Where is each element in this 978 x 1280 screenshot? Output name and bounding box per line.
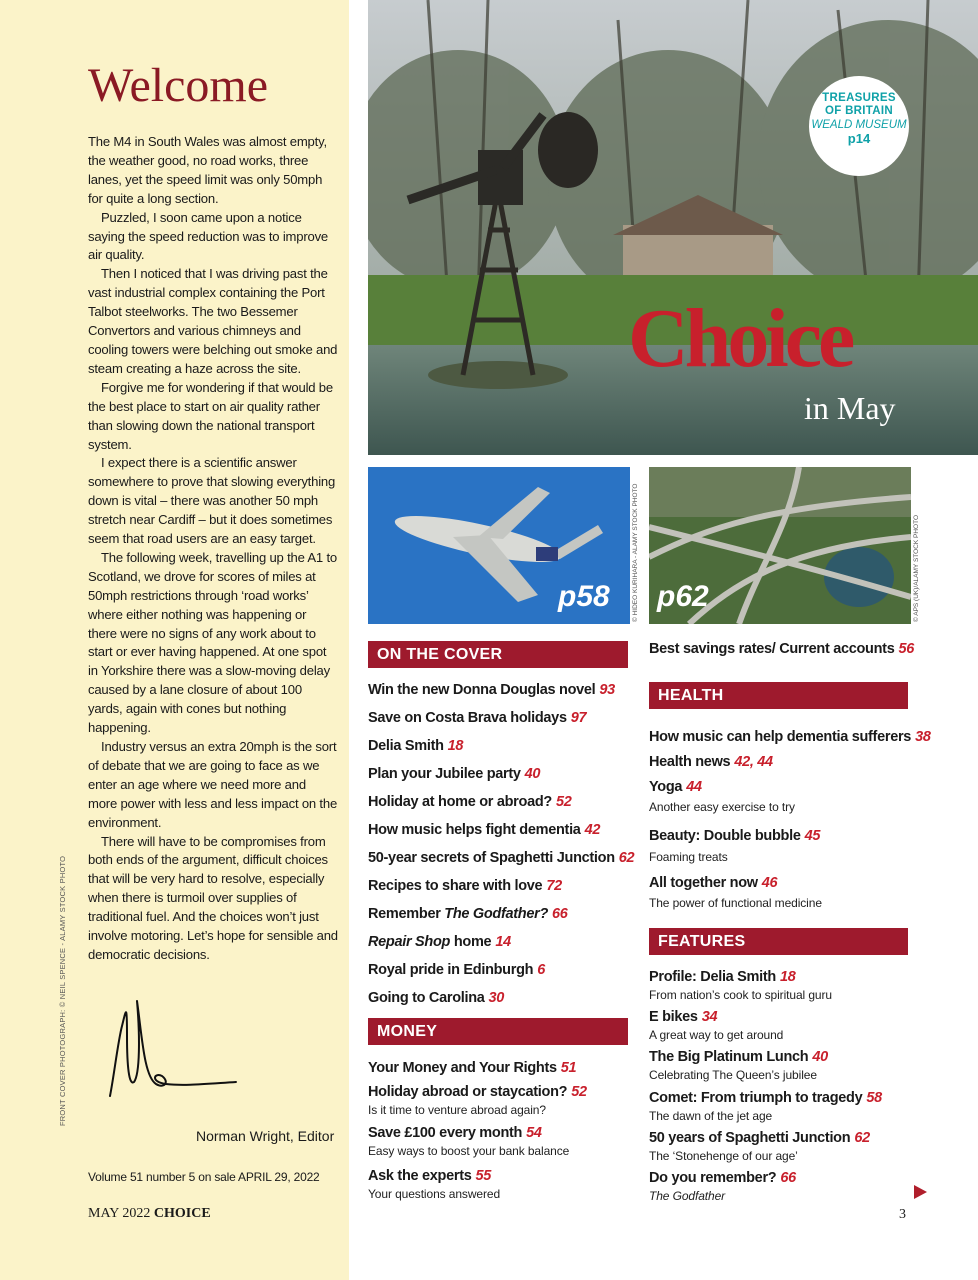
- item-page: 38: [915, 729, 931, 745]
- welcome-paragraph: Then I noticed that I was driving past the vast industrial complex containing the Port Talbot steelworks. The two Bessemer Convertors and various chimneys and cooling towers were belching out smoke and steam creating a haze across the site.: [88, 266, 338, 376]
- thumb-credit: © HIDEO KURIHARA - ALAMY STOCK PHOTO: [632, 483, 639, 622]
- in-may-tagline: in May: [804, 390, 896, 426]
- item-title: Royal pride in Edinburgh: [368, 962, 534, 978]
- item-title: Remember: [368, 906, 445, 922]
- item-subtitle: Celebrating The Queen’s jubilee: [649, 1068, 817, 1082]
- cover-item[interactable]: [368, 990, 504, 1006]
- item-title-italic: The Godfather?: [444, 906, 549, 922]
- item-page: 51: [560, 1060, 577, 1076]
- item-subtitle: Your questions answered: [368, 1187, 501, 1201]
- money-item[interactable]: [368, 1168, 491, 1184]
- item-page: 18: [447, 738, 464, 754]
- item-page: 18: [779, 969, 796, 985]
- badge-line: OF BRITAIN: [825, 105, 893, 117]
- item-subtitle: Is it time to venture abroad again?: [368, 1103, 546, 1117]
- cover-photo: [368, 0, 978, 455]
- item-page: 54: [526, 1125, 542, 1141]
- feature-item[interactable]: [649, 1090, 882, 1106]
- welcome-body: [88, 133, 338, 965]
- continue-arrow-icon[interactable]: [914, 1185, 927, 1199]
- cover-item[interactable]: [368, 850, 634, 866]
- cover-item[interactable]: [368, 878, 562, 894]
- cover-photo-credit: FRONT COVER PHOTOGRAPH: © NEIL SPENCE - ALAMY STOCK PHOTO: [58, 855, 67, 1126]
- cover-item[interactable]: [368, 766, 540, 782]
- item-title: Do you remember?: [649, 1170, 777, 1186]
- item-page: 97: [570, 710, 587, 726]
- section-header-money: MONEY: [368, 1018, 628, 1045]
- spaghetti-junction-thumbnail[interactable]: [649, 467, 911, 624]
- item-title: Profile: Delia Smith: [649, 969, 776, 985]
- issue-month: MAY 2022: [88, 1206, 151, 1221]
- money-item[interactable]: [368, 1125, 542, 1141]
- item-title: Delia Smith: [368, 738, 444, 754]
- item-page: 66: [552, 906, 568, 922]
- brand-name: CHOICE: [153, 1206, 211, 1221]
- item-title: How music helps fight dementia: [368, 822, 581, 838]
- item-page: 14: [495, 934, 511, 950]
- savings-item[interactable]: [649, 641, 914, 657]
- welcome-paragraph: Forgive me for wondering if that would be the best place to start on air quality rather than slowing down the national transport system.: [88, 379, 333, 452]
- cover-item[interactable]: [368, 934, 511, 950]
- welcome-paragraph: The following week, travelling up the A1 to Scotland, we drove for scores of miles at 50mph restrictions through ‘road works’ where either nothing was happening or there were no signs of any work about to start or ever having happened. At one spot in Yorkshire there was a slow-moving delay caused by a lane closure of about 100 yards, again with cones but nothing happening.: [88, 549, 337, 736]
- item-title: 50 years of Spaghetti Junction: [649, 1130, 851, 1146]
- item-subtitle: The dawn of the jet age: [649, 1109, 773, 1123]
- thumb-page-label: p58: [558, 580, 610, 613]
- item-page: 66: [780, 1170, 796, 1186]
- item-page: 62: [618, 850, 635, 866]
- item-title: home: [450, 934, 492, 950]
- item-title: Health news: [649, 754, 731, 770]
- item-title: Save on Costa Brava holidays: [368, 710, 567, 726]
- item-page: 30: [488, 990, 505, 1006]
- item-title: Yoga: [649, 779, 683, 795]
- section-header-features: FEATURES: [649, 928, 908, 955]
- cover-item[interactable]: [368, 906, 568, 922]
- item-title: 50-year secrets of Spaghetti Junction: [368, 850, 615, 866]
- item-page: 93: [599, 682, 615, 698]
- item-page: 46: [761, 875, 778, 891]
- item-title: Ask the experts: [368, 1168, 472, 1184]
- treasures-badge[interactable]: [809, 76, 909, 176]
- cover-item[interactable]: [368, 738, 463, 754]
- item-title: How music can help dementia sufferers: [649, 729, 912, 745]
- item-page: 56: [898, 641, 914, 657]
- badge-page: p14: [847, 131, 871, 146]
- item-title: Your Money and Your Rights: [368, 1060, 557, 1076]
- item-title: E bikes: [649, 1009, 698, 1025]
- item-title-italic: Repair Shop: [368, 934, 451, 950]
- welcome-paragraph: I expect there is a scientific answer somewhere to prove that slowing everything down is vital – there was another 50 mph stretch near Cardiff – but it does sometimes seem that road users are an easy target.: [88, 455, 336, 547]
- cover-item[interactable]: [368, 822, 600, 838]
- item-title: Recipes to share with love: [368, 878, 543, 894]
- folio-left: [88, 1206, 211, 1222]
- item-title: All together now: [649, 875, 758, 891]
- item-title: Going to Carolina: [368, 990, 485, 1006]
- item-title: Beauty: Double bubble: [649, 828, 801, 844]
- item-title: The Big Platinum Lunch: [649, 1049, 809, 1065]
- health-item[interactable]: [649, 779, 702, 795]
- item-page: 6: [537, 962, 545, 978]
- feature-item[interactable]: [649, 1170, 796, 1186]
- item-title: Win the new Donna Douglas novel: [368, 682, 596, 698]
- health-item[interactable]: [649, 828, 820, 844]
- feature-item[interactable]: [649, 1049, 828, 1065]
- money-item[interactable]: [368, 1084, 587, 1100]
- item-subtitle: Another easy exercise to try: [649, 800, 795, 814]
- item-subtitle: From nation’s cook to spiritual guru: [649, 988, 832, 1002]
- volume-line: Volume 51 number 5 on sale APRIL 29, 2022: [88, 1170, 320, 1184]
- item-title: Holiday at home or abroad?: [368, 794, 552, 810]
- section-header-health: HEALTH: [649, 682, 908, 709]
- item-subtitle: The ‘Stonehenge of our age’: [649, 1149, 798, 1163]
- feature-item[interactable]: [649, 1130, 870, 1146]
- welcome-paragraph: Industry versus an extra 20mph is the sort of debate that we are going to face as we enter an age where we need more and more power with less and less impact on the environment.: [88, 739, 338, 830]
- item-page: 40: [524, 766, 541, 782]
- item-page: 58: [866, 1090, 882, 1106]
- thumb-credit: © APS (UK)/ALAMY STOCK PHOTO: [913, 514, 920, 622]
- item-page: 42, 44: [734, 754, 773, 770]
- cover-item[interactable]: [368, 794, 571, 810]
- item-title: Comet: From triumph to tragedy: [649, 1090, 863, 1106]
- welcome-title: Welcome: [88, 59, 269, 112]
- item-page: 40: [812, 1049, 828, 1065]
- item-page: 62: [854, 1130, 870, 1146]
- item-page: 72: [546, 878, 562, 894]
- editor-signature: [104, 996, 244, 1106]
- item-page: 55: [475, 1168, 492, 1184]
- choice-logo: Choice: [628, 292, 852, 385]
- item-page: 45: [804, 828, 821, 844]
- health-item[interactable]: [649, 875, 777, 891]
- editor-name: Norman Wright, Editor: [196, 1128, 335, 1144]
- comet-aircraft-thumbnail[interactable]: [368, 467, 630, 624]
- feature-item[interactable]: [649, 969, 795, 985]
- health-item[interactable]: [649, 729, 931, 745]
- windmill-landscape-image: [368, 0, 978, 455]
- money-item[interactable]: [368, 1060, 576, 1076]
- thumb-page-label: p62: [657, 580, 709, 613]
- item-title: Save £100 every month: [368, 1125, 523, 1141]
- item-subtitle: A great way to get around: [649, 1028, 784, 1042]
- item-title: Plan your Jubilee party: [368, 766, 521, 782]
- health-item[interactable]: [649, 754, 773, 770]
- badge-line: TREASURES: [822, 92, 896, 104]
- page-number: 3: [899, 1207, 906, 1222]
- badge-line: WEALD MUSEUM: [811, 119, 907, 131]
- item-page: 52: [555, 794, 572, 810]
- cover-item[interactable]: [368, 710, 586, 726]
- item-subtitle: Easy ways to boost your bank balance: [368, 1144, 570, 1158]
- cover-item[interactable]: [368, 682, 615, 698]
- item-subtitle: Foaming treats: [649, 850, 728, 864]
- item-subtitle: The power of functional medicine: [649, 896, 822, 910]
- item-page: 42: [584, 822, 601, 838]
- item-page: 52: [571, 1084, 587, 1100]
- item-subtitle: The Godfather: [649, 1189, 726, 1203]
- item-title: Best savings rates/ Current accounts: [649, 641, 895, 657]
- item-page: 34: [701, 1009, 718, 1025]
- welcome-paragraph: The M4 in South Wales was almost empty, the weather good, no road works, three lanes, yet the speed limit was only 50mph for quite a long section.: [88, 134, 327, 206]
- cover-item[interactable]: [368, 962, 545, 978]
- item-page: 44: [686, 779, 702, 795]
- feature-item[interactable]: [649, 1009, 717, 1025]
- welcome-paragraph: There will have to be compromises from both ends of the argument, difficult choices that will be very hard to resolve, especially when there is turmoil over supplies of traditional fuel. And the choices won’t just involve motoring. Let’s hope for sensible and democratic decisions.: [88, 833, 338, 962]
- welcome-paragraph: Puzzled, I soon came upon a notice saying the speed reduction was to improve air quality.: [88, 209, 328, 263]
- item-title: Holiday abroad or staycation?: [368, 1084, 568, 1100]
- section-header-on-the-cover: ON THE COVER: [368, 641, 628, 668]
